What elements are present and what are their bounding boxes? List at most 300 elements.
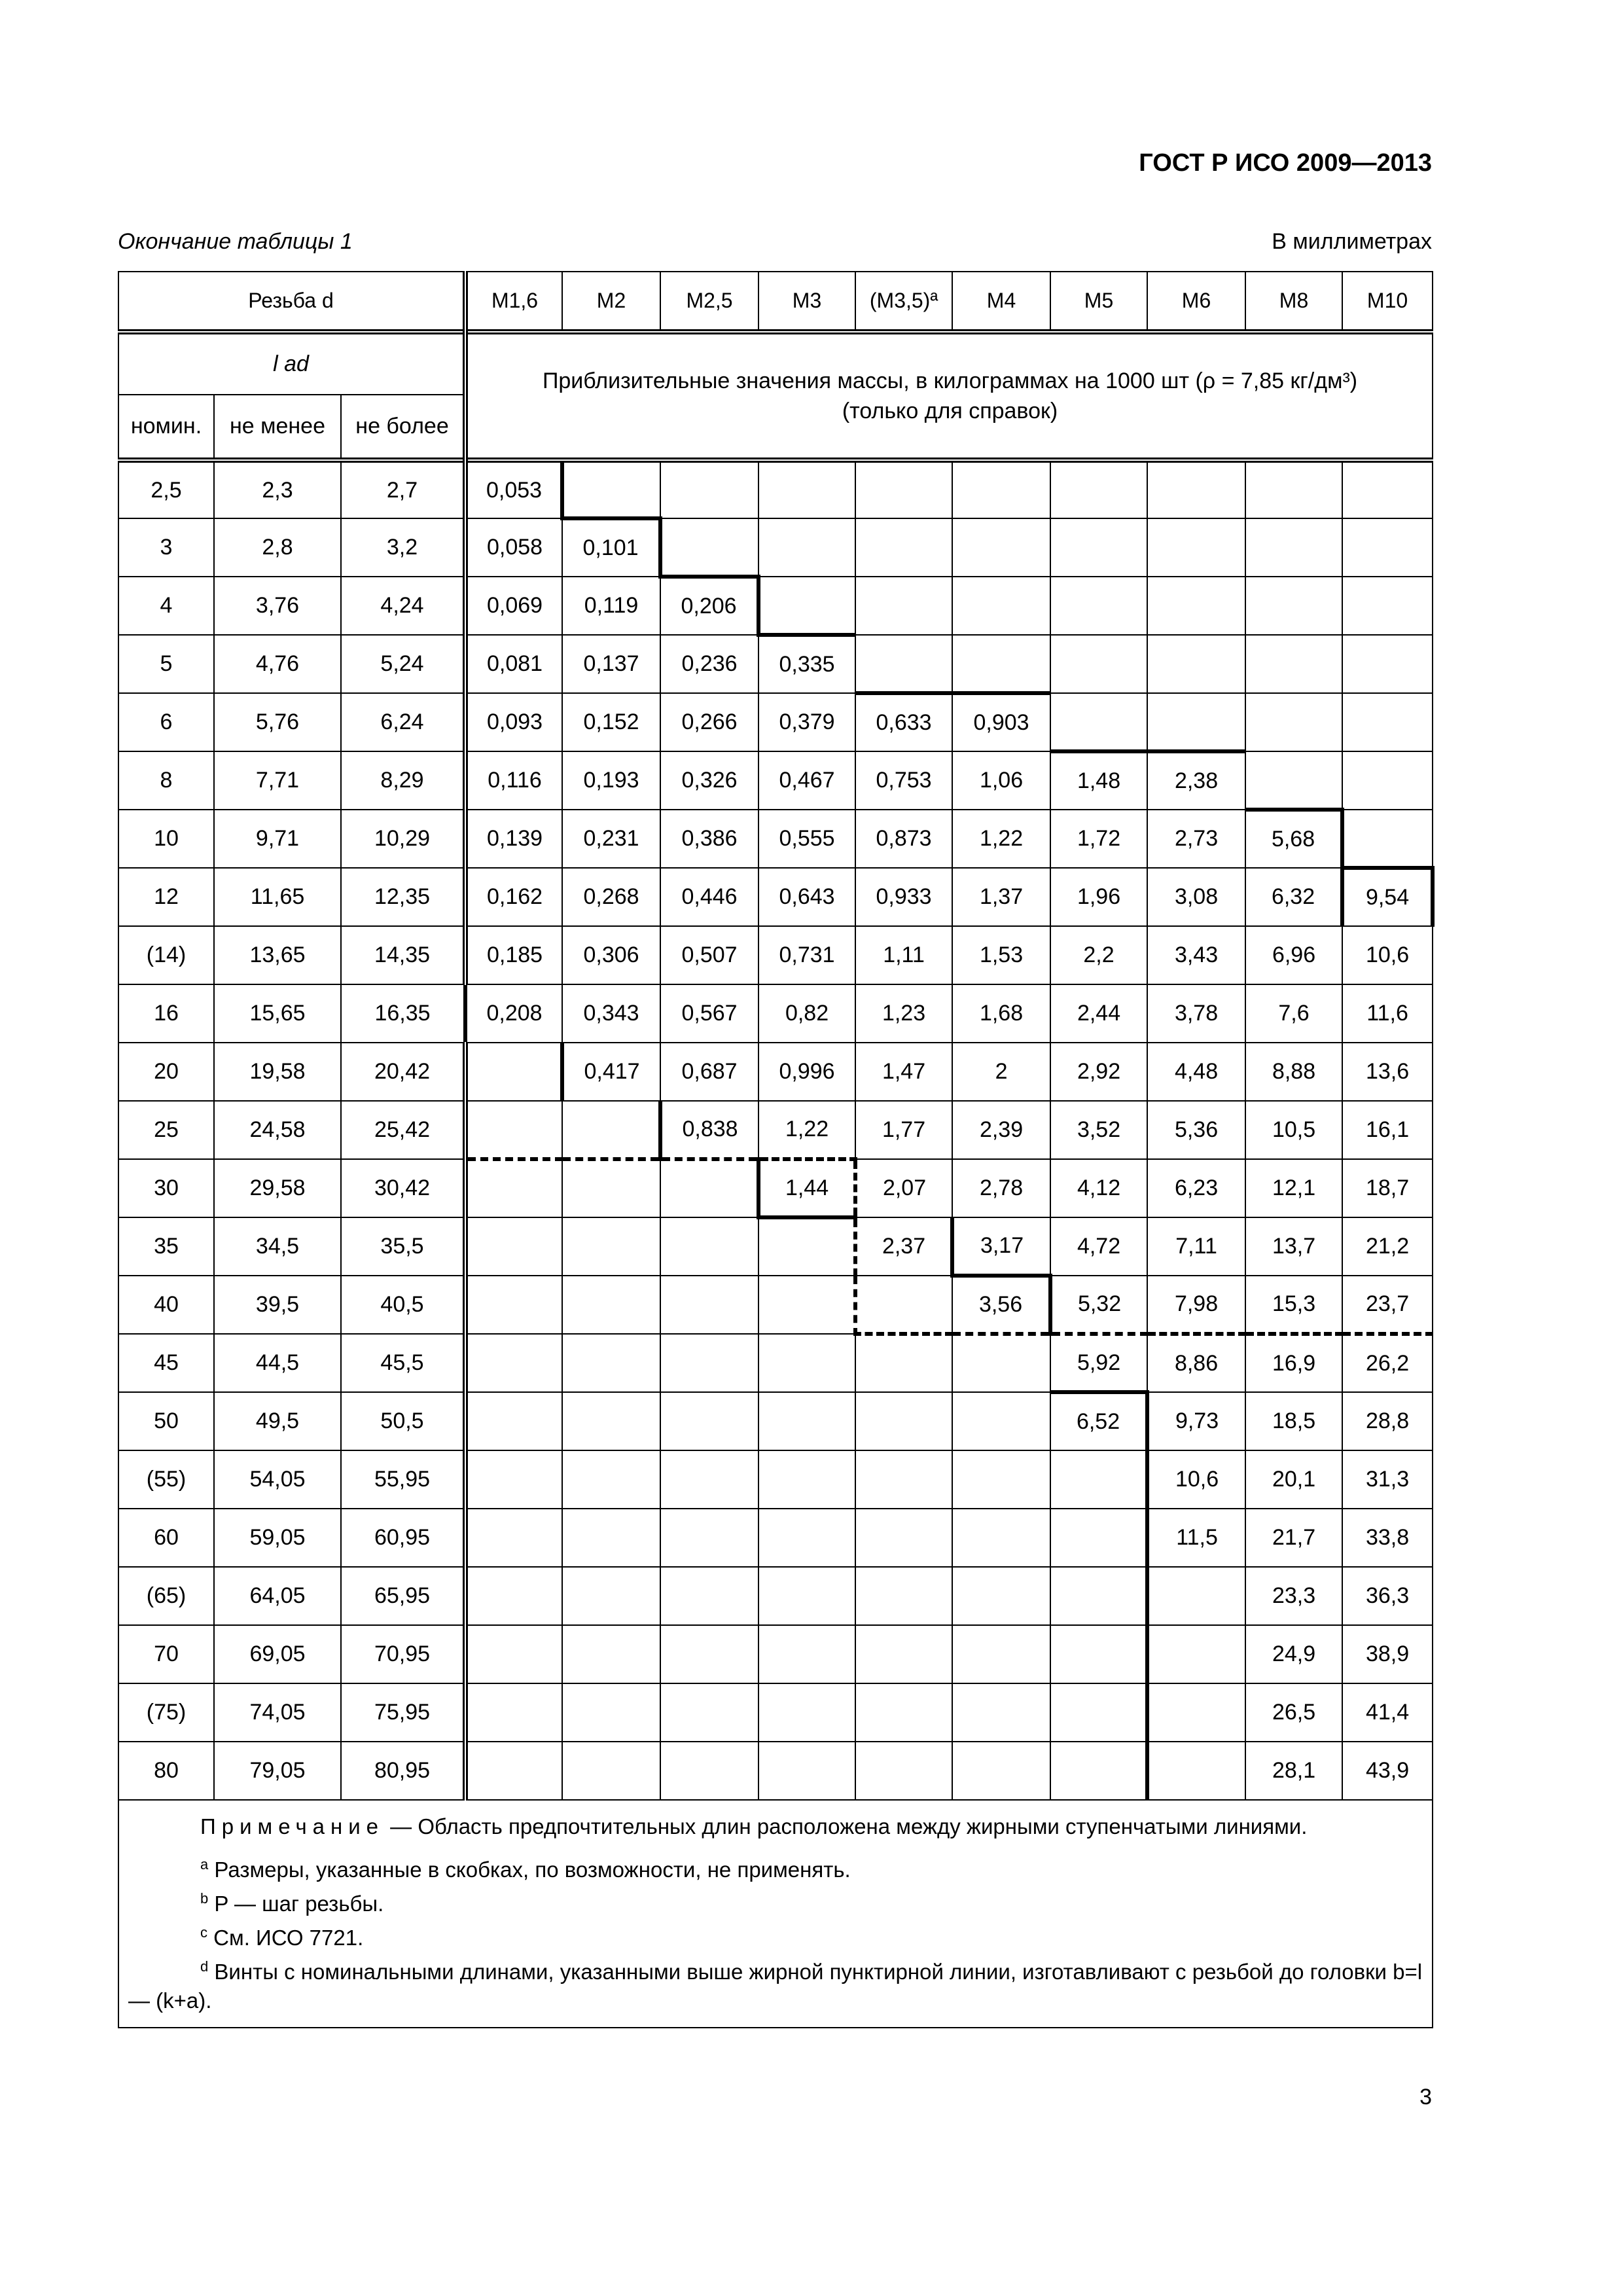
page-number: 3 — [1419, 2085, 1432, 2109]
mass-cell — [855, 518, 952, 577]
mass-cell: 4,12 — [1050, 1159, 1147, 1217]
mass-cell — [465, 1567, 562, 1625]
mass-cell — [758, 460, 855, 518]
note-paragraph — [128, 1812, 1423, 1841]
mass-cell — [660, 1392, 758, 1450]
mass-cell — [1342, 693, 1433, 751]
length-header — [118, 332, 465, 395]
mass-cell: 1,48 — [1050, 751, 1147, 810]
mass-cell — [562, 1683, 660, 1742]
mass-note-header — [465, 332, 1433, 460]
length-cell: 8,29 — [341, 751, 465, 810]
table-row — [118, 1159, 1433, 1217]
footnote-text: P — шаг резьбы. — [208, 1892, 384, 1916]
length-cell: 4,76 — [214, 635, 341, 693]
mass-cell — [465, 1101, 562, 1159]
mass-cell — [1342, 810, 1433, 868]
mass-cell: 6,32 — [1245, 868, 1342, 926]
mass-cell — [855, 1450, 952, 1509]
sub-header-nominal: номин. — [118, 395, 214, 460]
length-cell: 25,42 — [341, 1101, 465, 1159]
mass-cell: 0,058 — [465, 518, 562, 577]
mass-cell — [1050, 577, 1147, 635]
mass-cell: 0,116 — [465, 751, 562, 810]
mass-cell: 0,185 — [465, 926, 562, 984]
mass-cell: 0,933 — [855, 868, 952, 926]
mass-cell — [1147, 1625, 1245, 1683]
mass-cell: 0,081 — [465, 635, 562, 693]
length-cell: 6,24 — [341, 693, 465, 751]
mass-cell — [1147, 518, 1245, 577]
length-cell: 35,5 — [341, 1217, 465, 1276]
table-row — [118, 1101, 1433, 1159]
mass-cell: 0,903 — [952, 693, 1050, 751]
mass-cell: 2,37 — [855, 1217, 952, 1276]
length-cell: 80,95 — [341, 1742, 465, 1800]
length-cell: 19,58 — [214, 1043, 341, 1101]
length-cell: 60,95 — [341, 1509, 465, 1567]
mass-cell: 4,48 — [1147, 1043, 1245, 1101]
length-cell: 3 — [118, 518, 214, 577]
mass-cell — [1342, 577, 1433, 635]
table-row — [118, 926, 1433, 984]
length-cell: 15,65 — [214, 984, 341, 1043]
mass-cell — [1050, 1742, 1147, 1800]
length-cell: 5,24 — [341, 635, 465, 693]
mass-cell — [660, 1567, 758, 1625]
thread-col-header: M5 — [1050, 272, 1147, 332]
mass-cell — [465, 1043, 562, 1101]
mass-cell — [562, 1101, 660, 1159]
mass-cell: 0,753 — [855, 751, 952, 810]
length-cell: 11,65 — [214, 868, 341, 926]
mass-cell: 0,467 — [758, 751, 855, 810]
mass-cell — [660, 1625, 758, 1683]
length-cell: 16,35 — [341, 984, 465, 1043]
mass-cell: 6,52 — [1050, 1392, 1147, 1450]
table-continuation-title: Окончание таблицы 1 — [118, 229, 353, 254]
mass-cell: 0,208 — [465, 984, 562, 1043]
mass-cell: 21,2 — [1342, 1217, 1433, 1276]
mass-cell — [855, 1276, 952, 1334]
mass-cell: 0,139 — [465, 810, 562, 868]
mass-cell: 1,22 — [758, 1101, 855, 1159]
mass-cell: 2,38 — [1147, 751, 1245, 810]
mass-cell: 1,77 — [855, 1101, 952, 1159]
mass-cell: 0,446 — [660, 868, 758, 926]
mass-cell: 1,96 — [1050, 868, 1147, 926]
mass-cell: 3,08 — [1147, 868, 1245, 926]
mass-cell: 0,643 — [758, 868, 855, 926]
units-label: В миллиметрах — [1272, 229, 1432, 254]
mass-cell: 0,101 — [562, 518, 660, 577]
mass-cell — [465, 1509, 562, 1567]
footnote — [128, 1918, 1423, 1952]
length-cell: 12,35 — [341, 868, 465, 926]
table-row — [118, 984, 1433, 1043]
footnote-mark: c — [200, 1924, 207, 1941]
note-label: Примечание — [200, 1814, 385, 1839]
mass-cell: 23,7 — [1342, 1276, 1433, 1334]
mass-cell — [952, 1334, 1050, 1392]
mass-cell — [758, 1217, 855, 1276]
mass-cell — [758, 1276, 855, 1334]
mass-cell: 0,379 — [758, 693, 855, 751]
sub-header-min: не менее — [214, 395, 341, 460]
mass-cell: 8,88 — [1245, 1043, 1342, 1101]
footnote — [128, 1884, 1423, 1918]
mass-cell: 28,1 — [1245, 1742, 1342, 1800]
mass-cell: 1,72 — [1050, 810, 1147, 868]
mass-cell: 8,86 — [1147, 1334, 1245, 1392]
footnote-mark: a — [200, 1856, 209, 1873]
table-row — [118, 1043, 1433, 1101]
mass-cell — [758, 1567, 855, 1625]
length-cell: 2,8 — [214, 518, 341, 577]
mass-cell — [1342, 460, 1433, 518]
mass-cell — [1050, 693, 1147, 751]
length-cell: 45,5 — [341, 1334, 465, 1392]
mass-cell — [1245, 460, 1342, 518]
mass-cell: 18,5 — [1245, 1392, 1342, 1450]
mass-cell: 4,72 — [1050, 1217, 1147, 1276]
mass-cell: 0,335 — [758, 635, 855, 693]
length-cell: 20,42 — [341, 1043, 465, 1101]
mass-cell — [660, 1159, 758, 1217]
mass-cell: 0,119 — [562, 577, 660, 635]
length-cell: 5 — [118, 635, 214, 693]
footnote-text: Винты с номинальными длинами, указанными выше жирной пунктирной линии, изготавливают с резьбой до головки b=l — (k+a). — [128, 1960, 1423, 2013]
length-cell: 25 — [118, 1101, 214, 1159]
mass-cell: 1,11 — [855, 926, 952, 984]
table-row — [118, 635, 1433, 693]
mass-cell: 21,7 — [1245, 1509, 1342, 1567]
mass-cell — [562, 1625, 660, 1683]
thread-col-header: M1,6 — [465, 272, 562, 332]
thread-col-header: M6 — [1147, 272, 1245, 332]
length-cell: 49,5 — [214, 1392, 341, 1450]
mass-cell: 31,3 — [1342, 1450, 1433, 1509]
mass-cell: 3,17 — [952, 1217, 1050, 1276]
mass-cell: 24,9 — [1245, 1625, 1342, 1683]
mass-cell — [952, 1683, 1050, 1742]
length-cell: (75) — [118, 1683, 214, 1742]
mass-cell — [1245, 577, 1342, 635]
mass-cell: 0,152 — [562, 693, 660, 751]
length-cell: 5,76 — [214, 693, 341, 751]
footnote — [128, 1952, 1423, 2015]
length-cell: 54,05 — [214, 1450, 341, 1509]
mass-cell — [758, 1625, 855, 1683]
mass-cell — [562, 1392, 660, 1450]
length-cell: 70 — [118, 1625, 214, 1683]
mass-cell — [562, 1509, 660, 1567]
mass-cell: 2,44 — [1050, 984, 1147, 1043]
mass-cell: 11,6 — [1342, 984, 1433, 1043]
length-cell: 50 — [118, 1392, 214, 1450]
mass-cell — [1245, 751, 1342, 810]
length-cell: (14) — [118, 926, 214, 984]
mass-cell: 0,417 — [562, 1043, 660, 1101]
length-cell: 4 — [118, 577, 214, 635]
table-row — [118, 1392, 1433, 1450]
length-cell: 8 — [118, 751, 214, 810]
mass-cell: 0,053 — [465, 460, 562, 518]
length-cell: 2,3 — [214, 460, 341, 518]
mass-cell — [758, 518, 855, 577]
mass-cell: 2 — [952, 1043, 1050, 1101]
mass-cell — [465, 1683, 562, 1742]
mass-cell — [758, 1334, 855, 1392]
mass-cell — [562, 1567, 660, 1625]
mass-cell — [562, 1276, 660, 1334]
mass-cell: 0,567 — [660, 984, 758, 1043]
length-cell: 6 — [118, 693, 214, 751]
notes-row — [118, 1800, 1433, 2028]
mass-cell: 7,11 — [1147, 1217, 1245, 1276]
mass-cell: 7,6 — [1245, 984, 1342, 1043]
mass-cell: 0,162 — [465, 868, 562, 926]
mass-cell: 1,22 — [952, 810, 1050, 868]
thread-col-header: M10 — [1342, 272, 1433, 332]
mass-cell — [660, 1683, 758, 1742]
mass-cell: 43,9 — [1342, 1742, 1433, 1800]
mass-cell — [465, 1392, 562, 1450]
length-cell: 3,76 — [214, 577, 341, 635]
mass-cell: 10,5 — [1245, 1101, 1342, 1159]
mass-cell — [855, 1742, 952, 1800]
mass-cell: 1,68 — [952, 984, 1050, 1043]
mass-cell: 16,9 — [1245, 1334, 1342, 1392]
mass-cell — [855, 460, 952, 518]
mass-cell — [465, 1334, 562, 1392]
footnote-text: Размеры, указанные в скобках, по возможности, не применять. — [208, 1857, 851, 1882]
mass-cell — [855, 1683, 952, 1742]
footnote-mark: d — [200, 1958, 209, 1975]
length-cell: 59,05 — [214, 1509, 341, 1567]
length-cell: 30,42 — [341, 1159, 465, 1217]
mass-cell: 0,386 — [660, 810, 758, 868]
length-cell: 3,2 — [341, 518, 465, 577]
length-cell: 30 — [118, 1159, 214, 1217]
mass-cell — [1050, 635, 1147, 693]
mass-cell — [465, 1159, 562, 1217]
mass-cell — [1245, 693, 1342, 751]
length-cell: 70,95 — [341, 1625, 465, 1683]
mass-cell: 41,4 — [1342, 1683, 1433, 1742]
mass-cell: 13,7 — [1245, 1217, 1342, 1276]
mass-cell — [1342, 635, 1433, 693]
mass-cell — [1147, 1567, 1245, 1625]
mass-cell: 0,306 — [562, 926, 660, 984]
length-cell: 69,05 — [214, 1625, 341, 1683]
thread-col-header: M3 — [758, 272, 855, 332]
length-cell: 35 — [118, 1217, 214, 1276]
mass-cell: 10,6 — [1342, 926, 1433, 984]
mass-cell: 1,37 — [952, 868, 1050, 926]
length-cell: (65) — [118, 1567, 214, 1625]
length-cell: 40 — [118, 1276, 214, 1334]
mass-cell — [952, 577, 1050, 635]
length-cell: 4,24 — [341, 577, 465, 635]
mass-cell: 2,92 — [1050, 1043, 1147, 1101]
table-row — [118, 1683, 1433, 1742]
mass-cell: 0,268 — [562, 868, 660, 926]
mass-cell: 28,8 — [1342, 1392, 1433, 1450]
length-cell: 64,05 — [214, 1567, 341, 1625]
thread-col-header: M2 — [562, 272, 660, 332]
mass-cell — [1342, 518, 1433, 577]
mass-cell: 2,2 — [1050, 926, 1147, 984]
mass-cell: 23,3 — [1245, 1567, 1342, 1625]
document-id: ГОСТ Р ИСО 2009—2013 — [1139, 149, 1432, 177]
mass-cell: 3,52 — [1050, 1101, 1147, 1159]
mass-cell — [1050, 1509, 1147, 1567]
mass-cell: 26,2 — [1342, 1334, 1433, 1392]
mass-cell: 13,6 — [1342, 1043, 1433, 1101]
mass-cell: 33,8 — [1342, 1509, 1433, 1567]
mass-cell: 6,96 — [1245, 926, 1342, 984]
mass-cell: 0,266 — [660, 693, 758, 751]
length-cell: 80 — [118, 1742, 214, 1800]
mass-cell: 0,137 — [562, 635, 660, 693]
mass-cell: 0,633 — [855, 693, 952, 751]
mass-cell — [855, 1509, 952, 1567]
length-cell: 44,5 — [214, 1334, 341, 1392]
mass-cell: 20,1 — [1245, 1450, 1342, 1509]
length-cell: 20 — [118, 1043, 214, 1101]
mass-cell — [1147, 1683, 1245, 1742]
length-cell: (55) — [118, 1450, 214, 1509]
mass-cell — [855, 1334, 952, 1392]
mass-cell — [465, 1217, 562, 1276]
length-cell: 74,05 — [214, 1683, 341, 1742]
length-cell: 45 — [118, 1334, 214, 1392]
thread-col-header: M4 — [952, 272, 1050, 332]
mass-cell: 0,069 — [465, 577, 562, 635]
length-cell: 40,5 — [341, 1276, 465, 1334]
mass-cell — [1245, 635, 1342, 693]
mass-cell — [1147, 460, 1245, 518]
mass-cell — [660, 518, 758, 577]
mass-cell: 0,206 — [660, 577, 758, 635]
length-cell: 65,95 — [341, 1567, 465, 1625]
mass-cell: 3,78 — [1147, 984, 1245, 1043]
mass-cell — [562, 460, 660, 518]
mass-cell: 15,3 — [1245, 1276, 1342, 1334]
mass-cell — [952, 1392, 1050, 1450]
length-cell: 79,05 — [214, 1742, 341, 1800]
table-row — [118, 1450, 1433, 1509]
table-row — [118, 868, 1433, 926]
mass-cell — [855, 1625, 952, 1683]
thread-col-header: M8 — [1245, 272, 1342, 332]
mass-cell — [1245, 518, 1342, 577]
mass-cell — [562, 1159, 660, 1217]
mass-cell: 3,43 — [1147, 926, 1245, 984]
mass-cell: 0,231 — [562, 810, 660, 868]
thread-col-header: M2,5 — [660, 272, 758, 332]
mass-cell: 0,507 — [660, 926, 758, 984]
mass-cell — [1050, 518, 1147, 577]
mass-cell — [465, 1742, 562, 1800]
table-row — [118, 1276, 1433, 1334]
length-cell: 10 — [118, 810, 214, 868]
length-cell: 24,58 — [214, 1101, 341, 1159]
mass-cell: 1,53 — [952, 926, 1050, 984]
mass-cell: 2,78 — [952, 1159, 1050, 1217]
mass-cell — [660, 460, 758, 518]
mass-cell — [1050, 1625, 1147, 1683]
mass-cell: 0,193 — [562, 751, 660, 810]
length-cell: 2,7 — [341, 460, 465, 518]
mass-cell — [562, 1450, 660, 1509]
mass-cell: 1,44 — [758, 1159, 855, 1217]
mass-cell — [952, 1450, 1050, 1509]
screw-dimensions-table — [118, 271, 1435, 2028]
mass-cell — [758, 1509, 855, 1567]
mass-cell: 3,56 — [952, 1276, 1050, 1334]
mass-cell — [952, 1625, 1050, 1683]
length-cell: 55,95 — [341, 1450, 465, 1509]
length-cell: 7,71 — [214, 751, 341, 810]
mass-cell — [660, 1509, 758, 1567]
mass-cell: 0,731 — [758, 926, 855, 984]
mass-cell: 0,838 — [660, 1101, 758, 1159]
mass-cell: 1,06 — [952, 751, 1050, 810]
mass-cell — [1147, 635, 1245, 693]
sub-header-max: не более — [341, 395, 465, 460]
mass-cell — [1050, 460, 1147, 518]
mass-cell: 0,873 — [855, 810, 952, 868]
mass-cell: 9,73 — [1147, 1392, 1245, 1450]
mass-cell — [952, 460, 1050, 518]
table-row — [118, 1334, 1433, 1392]
table-row — [118, 1217, 1433, 1276]
length-cell: 9,71 — [214, 810, 341, 868]
length-cell: 10,29 — [341, 810, 465, 868]
mass-cell: 18,7 — [1342, 1159, 1433, 1217]
mass-cell: 0,326 — [660, 751, 758, 810]
mass-cell: 36,3 — [1342, 1567, 1433, 1625]
mass-cell: 0,555 — [758, 810, 855, 868]
mass-cell: 0,82 — [758, 984, 855, 1043]
mass-cell — [855, 1567, 952, 1625]
mass-cell: 2,39 — [952, 1101, 1050, 1159]
table-row — [118, 518, 1433, 577]
mass-cell — [660, 1217, 758, 1276]
mass-cell: 5,92 — [1050, 1334, 1147, 1392]
mass-cell — [758, 1392, 855, 1450]
thread-header: Резьба d — [118, 272, 465, 332]
table-row — [118, 1742, 1433, 1800]
mass-cell: 1,47 — [855, 1043, 952, 1101]
footnote-mark: b — [200, 1890, 209, 1907]
mass-cell: 2,73 — [1147, 810, 1245, 868]
length-cell: 39,5 — [214, 1276, 341, 1334]
mass-cell — [1050, 1450, 1147, 1509]
mass-cell — [562, 1334, 660, 1392]
footnote-text: См. ИСО 7721. — [207, 1926, 364, 1950]
length-cell: 14,35 — [341, 926, 465, 984]
length-cell: 16 — [118, 984, 214, 1043]
mass-cell: 1,23 — [855, 984, 952, 1043]
mass-cell — [952, 518, 1050, 577]
mass-cell: 2,07 — [855, 1159, 952, 1217]
table-row — [118, 693, 1433, 751]
mass-cell — [660, 1334, 758, 1392]
mass-cell: 0,093 — [465, 693, 562, 751]
